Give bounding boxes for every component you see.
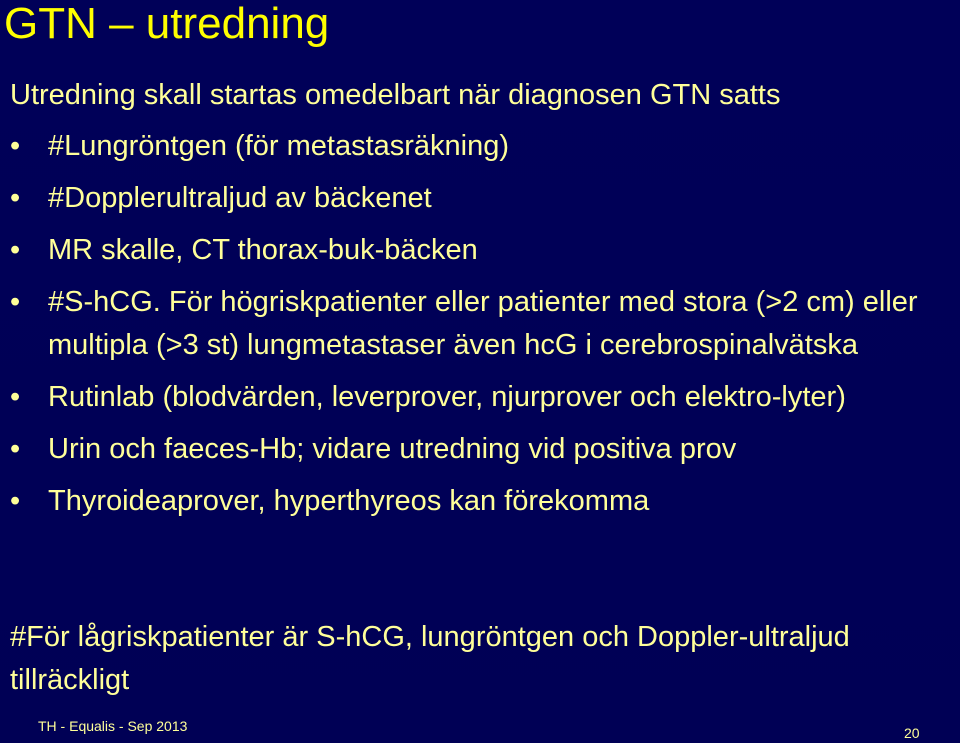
- bullet-item: [0, 229, 960, 272]
- bullet-marker: •: [10, 485, 21, 517]
- bullet-item: [0, 480, 960, 523]
- bullet-list: [0, 125, 960, 532]
- bullet-item: [0, 177, 960, 220]
- bullet-item: [0, 428, 960, 471]
- bullet-item: [0, 376, 960, 419]
- slide-title: GTN – utredning: [4, 0, 330, 48]
- bullet-item: [0, 125, 960, 168]
- footer-text: TH - Equalis - Sep 2013: [38, 718, 188, 734]
- bullet-text: Urin och faeces-Hb; vidare utredning vid positiva prov: [48, 433, 737, 465]
- bullet-text: #Lungröntgen (för metastasräkning): [48, 130, 510, 162]
- bullet-marker: •: [10, 433, 21, 465]
- bullet-text: Thyroideaprover, hyperthyreos kan förekomma: [48, 485, 650, 517]
- bullet-marker: •: [10, 130, 21, 162]
- bullet-marker: •: [10, 286, 21, 318]
- bullet-text: #S-hCG. För högriskpatienter eller patienter med stora (>2 cm) eller multipla (>3 st) lungmetastaser även hcG i cerebrospinalvätska: [48, 286, 918, 361]
- bullet-text: MR skalle, CT thorax-buk-bäcken: [48, 234, 478, 266]
- closing-note: #För lågriskpatienter är S-hCG, lungröntgen och Doppler-ultraljud tillräckligt: [10, 621, 850, 696]
- intro-text: Utredning skall startas omedelbart när diagnosen GTN satts: [10, 79, 781, 111]
- bullet-text: #Dopplerultraljud av bäckenet: [48, 182, 432, 214]
- page-number: 20: [904, 725, 920, 741]
- bullet-item: [0, 281, 960, 367]
- bullet-marker: •: [10, 182, 21, 214]
- bullet-text: Rutinlab (blodvärden, leverprover, njurprover och elektro-lyter): [48, 381, 846, 413]
- bullet-marker: •: [10, 381, 21, 413]
- bullet-marker: •: [10, 234, 21, 266]
